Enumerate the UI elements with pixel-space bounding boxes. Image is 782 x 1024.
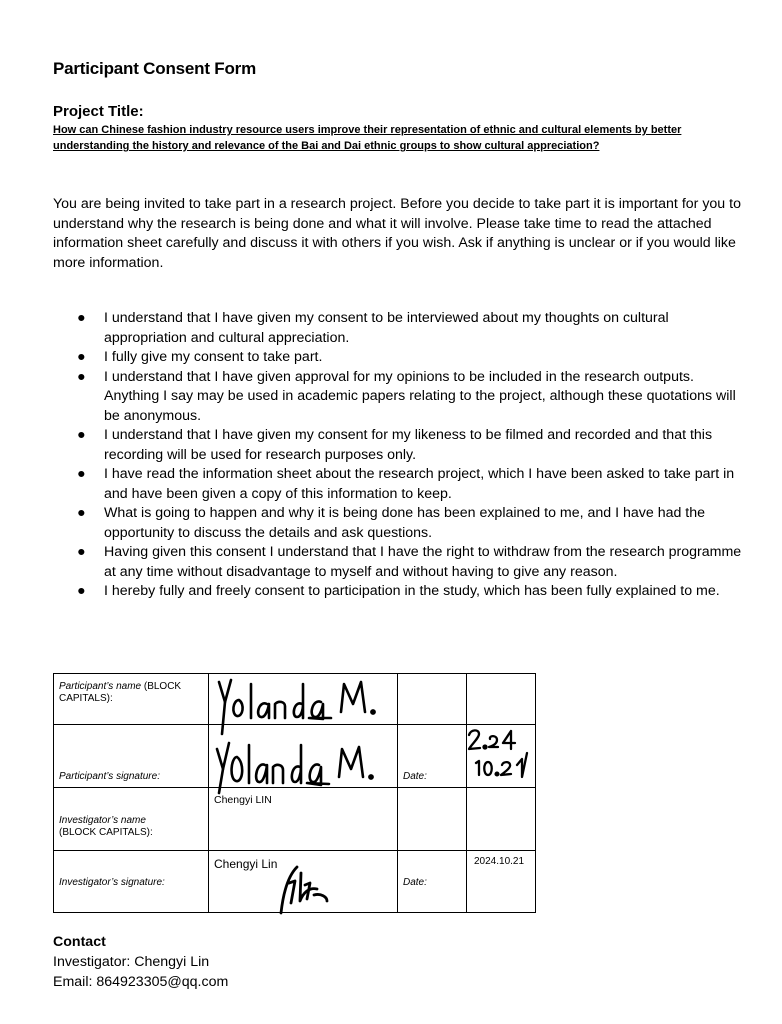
contact-heading: Contact <box>53 934 106 950</box>
bullet-icon: ● <box>77 310 86 326</box>
consent-statement-text: What is going to happen and why it is being done has been explained to me, and I have had the opportunity to discuss the details and ask questions. <box>104 505 706 541</box>
contact-investigator: Investigator: Chengyi Lin <box>53 954 210 970</box>
investigator-signature-handwriting <box>209 851 397 912</box>
consent-statement <box>53 543 743 582</box>
investigator-signature-label: Investigator’s signature: <box>59 877 165 888</box>
consent-statement <box>53 504 743 543</box>
bullet-icon: ● <box>77 368 86 385</box>
participant-date-cell[interactable] <box>467 725 536 788</box>
investigator-date-label: Date: <box>403 877 427 888</box>
consent-statement <box>53 348 743 368</box>
participant-signature-handwriting <box>209 725 397 787</box>
bullet-icon: ● <box>77 349 86 365</box>
consent-statement-text: I understand that I have given my consent for my likeness to be filmed and recorded and that this recording will be used for research purposes only. <box>104 427 713 463</box>
bullet-icon: ● <box>77 505 86 521</box>
investigator-name-value: Chengyi LIN <box>214 794 272 806</box>
consent-statement-text: I understand that I have given my consent to be interviewed about my thoughts on cultural appropriation and cultural appreciation. <box>104 310 669 346</box>
investigator-date-value: 2024.10.21 <box>474 856 525 867</box>
investigator-signature-row <box>54 851 536 913</box>
project-title-text: How can Chinese fashion industry resource users improve their representation of ethnic and cultural elements by better understanding the history and relevance of the Bai and Dai ethnic groups to show cultural appreciation? <box>53 124 682 152</box>
participant-date-label-cell <box>398 725 467 788</box>
investigator-signature-typed: Chengyi Lin <box>214 857 278 871</box>
participant-name-value-cell[interactable] <box>209 674 398 725</box>
consent-statement-text: I hereby fully and freely consent to participation in the study, which has been fully explained to me. <box>104 583 720 599</box>
investigator-name-label <box>59 815 153 839</box>
participant-date-handwriting <box>467 725 535 787</box>
investigator-name-blank-cell-2 <box>467 788 536 851</box>
participant-name-label-suffix: (BLOCK CAPITALS): <box>59 681 182 704</box>
participant-date-label: Date: <box>403 771 427 782</box>
consent-statement <box>53 309 743 348</box>
investigator-signature-label-cell <box>54 851 209 913</box>
consent-statement <box>53 465 743 504</box>
consent-statement <box>53 582 743 602</box>
participant-signature-label-cell <box>54 725 209 788</box>
project-title-label: Project Title: <box>53 103 144 120</box>
consent-statement-text: I understand that I have given approval for my opinions to be included in the research outputs. Anything I say may be used in academic papers relating to the project, although these quotations will be anonymous. <box>104 368 736 424</box>
form-title: Participant Consent Form <box>53 59 257 78</box>
investigator-name-value-cell[interactable] <box>209 788 398 851</box>
participant-name-label-cell <box>54 674 209 725</box>
participant-name-row <box>54 674 536 725</box>
investigator-name-label-line-1: Investigator’s name <box>59 815 146 826</box>
participant-name-blank-cell-1 <box>398 674 467 725</box>
consent-statement <box>53 368 743 427</box>
investigator-date-label-cell <box>398 851 467 913</box>
consent-statement <box>53 426 743 465</box>
intro-paragraph: You are being invited to take part in a research project. Before you decide to take part it is important for you to understand why the research is being done and what it will involve. Please take time to read the attached information sheet carefully and discuss it with others if you wish. Ask if anything is unclear or if you would like more information. <box>53 196 741 271</box>
investigator-signature-cell[interactable] <box>209 851 398 913</box>
investigator-date-cell[interactable] <box>467 851 536 913</box>
consent-statement-text: I have read the information sheet about the research project, which I have been asked to take part in and have been given a copy of this information to keep. <box>104 466 735 502</box>
investigator-name-label-cell <box>54 788 209 851</box>
bullet-icon: ● <box>77 583 86 599</box>
investigator-name-label-line-2: (BLOCK CAPITALS): <box>59 827 153 838</box>
consent-statement-text: I fully give my consent to take part. <box>104 349 323 365</box>
participant-signature-row <box>54 725 536 788</box>
consent-statement-text: Having given this consent I understand that I have the right to withdraw from the research programme at any time without disadvantage to myself and without having to give any reason. <box>104 544 742 580</box>
contact-email: Email: 864923305@qq.com <box>53 974 229 990</box>
bullet-icon: ● <box>77 466 86 482</box>
consent-statements-list <box>53 309 743 602</box>
participant-name-handwriting <box>209 674 397 724</box>
participant-name-label <box>59 681 204 705</box>
participant-signature-cell[interactable] <box>209 725 398 788</box>
investigator-name-blank-cell-1 <box>398 788 467 851</box>
participant-name-label-text: Participant’s name <box>59 681 142 692</box>
participant-name-blank-cell-2 <box>467 674 536 725</box>
bullet-icon: ● <box>77 544 86 560</box>
participant-signature-label: Participant’s signature: <box>59 771 160 782</box>
signature-table <box>53 673 536 913</box>
bullet-icon: ● <box>77 427 86 443</box>
investigator-name-row <box>54 788 536 851</box>
